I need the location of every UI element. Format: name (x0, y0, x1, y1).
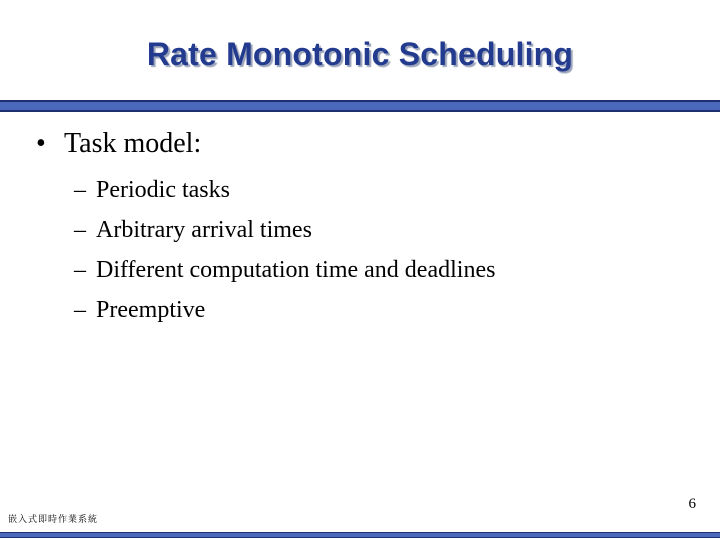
title-divider-fill (0, 101, 720, 110)
footer-text: 嵌入式即時作業系統 (8, 515, 99, 525)
sub-bullet-item (74, 250, 495, 290)
title-divider-bottom-line (0, 110, 720, 112)
sub-bullet-dash: – (74, 217, 86, 243)
sub-bullet-dash: – (74, 297, 86, 323)
sub-bullet-item (74, 290, 495, 330)
sub-bullet-dash: – (74, 257, 86, 283)
sub-bullet-item (74, 210, 495, 250)
title-divider-top-line (0, 100, 720, 102)
sub-bullet-dash: – (74, 177, 86, 203)
slide-title: Rate Monotonic Scheduling (146, 36, 574, 72)
sub-bullet-text: Arbitrary arrival times (96, 217, 312, 243)
title-divider (0, 100, 720, 112)
sub-bullet-text: Periodic tasks (96, 177, 230, 203)
sub-bullet-text: Preemptive (96, 297, 206, 323)
bullet-item (36, 124, 201, 164)
bullet-text: Task model: (64, 128, 202, 159)
page-number: 6 (688, 496, 696, 512)
sub-bullet-item (74, 170, 495, 210)
footer-divider (0, 532, 720, 538)
sub-bullet-list (74, 170, 495, 330)
sub-bullet-text: Different computation time and deadlines (96, 257, 496, 283)
bullet-marker: • (36, 128, 46, 159)
